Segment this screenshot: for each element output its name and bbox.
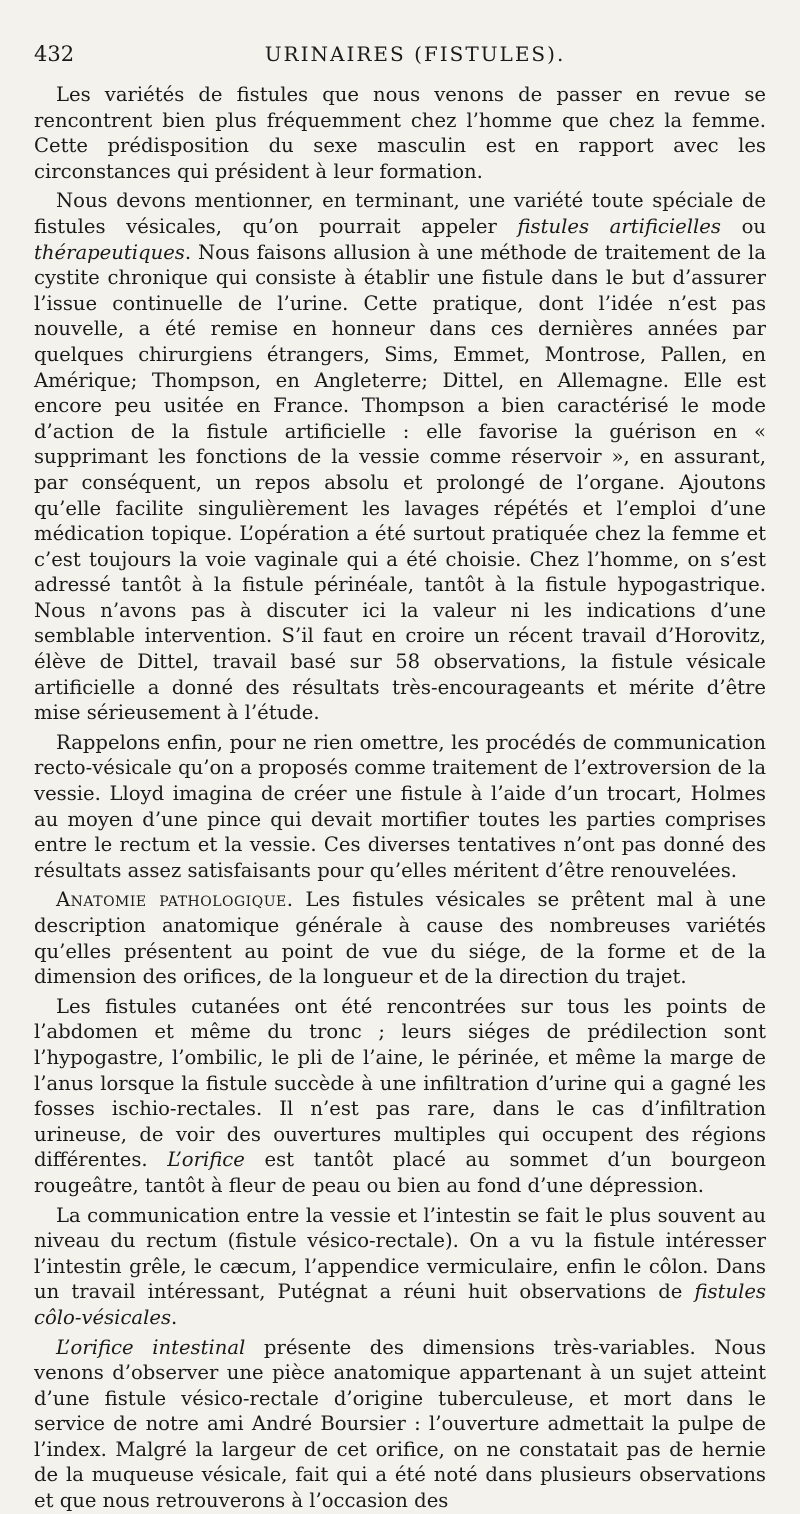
paragraph-6 (34, 1203, 766, 1331)
italic-term: fistules artificielles (517, 214, 721, 238)
running-head: URINAIRES (FISTULES). (264, 42, 566, 66)
italic-term: L’orifice (167, 1148, 245, 1172)
paragraph-text: Nous devons mentionner, en terminant, une variété toute spéciale de fistules vésicales, qu’on pourrait appeler (34, 189, 766, 238)
paragraph-text: est tantôt placé au sommet d’un bourgeon rougeâtre, tantôt à fleur de peau ou bien au fond d’une dépression. (34, 1148, 767, 1197)
paragraph-4 (34, 887, 766, 989)
paragraph-text: Rappelons enfin, pour ne rien omettre, les procédés de communication recto-vésicale qu’on a proposés comme traitement de l’extroversion de la vessie. Lloyd imagina de créer une fistule à l’aide d’un trocart, Holmes au moyen d’une pince qui devait mortifier toutes les parties comprises entre le rectum et la vessie. Ces diverses tentatives n’ont pas donné des résultats assez satisfaisants pour qu’elles méritent d’être renouvelées. (34, 730, 766, 882)
paragraph-text: . (171, 1305, 178, 1329)
italic-term: fistules côlo-vésicales (34, 1280, 766, 1329)
italic-term: L’orifice intestinal (56, 1335, 246, 1359)
paragraph-text: Les fistules cutanées ont été rencontrées sur tous les points de l’abdomen et même du tronc ; leurs siéges de prédilection sont l’hypogastre, l’ombilic, le pli de l’aine, le périnée, et même la marge de l’anus lorsque la fistule succède à une infiltration d’urine qui a gagné les fosses ischio-rectales. Il n’est pas rare, dans le cas d’infiltration urineuse, de voir des ouvertures multiples qui occupent des régions différentes. (34, 994, 766, 1172)
paragraph-2 (34, 188, 766, 725)
paragraph-text: présente des dimensions très-variables. Nous venons d’observer une pièce anatomique appartenant à un sujet atteint d’une fistule vésico-rectale d’origine tuberculeuse, et mort dans le service de notre ami André Boursier : l’ouverture admettait la pulpe de l’index. Malgré la largeur de cet orifice, on ne constatait pas de hernie de la muqueuse vésicale, fait qui a été noté dans plusieurs observations et que nous retrouverons à l’occasion des (34, 1335, 766, 1513)
paragraph-text: La communication entre la vessie et l’intestin se fait le plus souvent au niveau du rectum (fistule vésico-rectale). On a vu la fistule intéresser l’intestin grêle, le cæcum, l’appendice vermiculaire, enfin le côlon. Dans un travail intéressant, Putégnat a réuni huit observations de (34, 1203, 766, 1304)
paragraph-text: ou (720, 214, 766, 238)
body-text (34, 82, 766, 1514)
paragraph-5 (34, 994, 766, 1199)
paragraph-3 (34, 730, 766, 884)
italic-term: thérapeutiques (34, 240, 185, 264)
page-header (34, 40, 766, 70)
paragraph-1 (34, 82, 766, 184)
paragraph-text: . Nous faisons allusion à une méthode de traitement de la cystite chronique qui consiste à établir une fistule dans le but d’assurer l’issue continuelle de l’urine. Cette pratique, dont l’idée n’est pas nouvelle, a été remise en honneur dans ces dernières années par quelques chirurgiens étrangers, Sims, Emmet, Montrose, Pallen, en Amérique; Thompson, en Angleterre; Dittel, en Allemagne. Elle est encore peu usitée en France. Thompson a bien caractérisé le mode d’action de la fistule artificielle : elle favorise la guérison en « supprimant les fonctions de la vessie comme réservoir », en assurant, par conséquent, un repos absolu et prolongé de l’organe. Ajoutons qu’elle facilite singulièrement les lavages répétés et l’emploi d’une médication topique. L’opération a été surtout pratiquée chez la femme et c’est toujours la voie vaginale qui a été choisie. Chez l’homme, on s’est adressé tantôt à la fistule périnéale, tantôt à la fistule hypogastrique. Nous n’avons pas à discuter ici la valeur ni les indications d’une semblable intervention. S’il faut en croire un récent travail d’Horovitz, élève de Dittel, travail basé sur 58 observations, la fistule vésicale artificielle a donné des résultats très-encourageants et mérite d’être mise sérieusement à l’étude. (34, 240, 766, 725)
section-heading: Anatomie pathologique. (56, 888, 294, 912)
page-number: 432 (34, 42, 75, 66)
paragraph-text: Les fistules vésicales se prêtent mal à une description anatomique générale à cause des nombreuses variétés qu’elles présentent au point de vue du siége, de la forme et de la dimension des orifices, de la longueur et de la direction du trajet. (34, 888, 767, 989)
paragraph-text: Les variétés de fistules que nous venons de passer en revue se rencontrent bien plus fréquemment chez l’homme que chez la femme. Cette prédisposition du sexe masculin est en rapport avec les circonstances qui président à leur formation. (34, 83, 766, 183)
paragraph-7 (34, 1335, 766, 1514)
